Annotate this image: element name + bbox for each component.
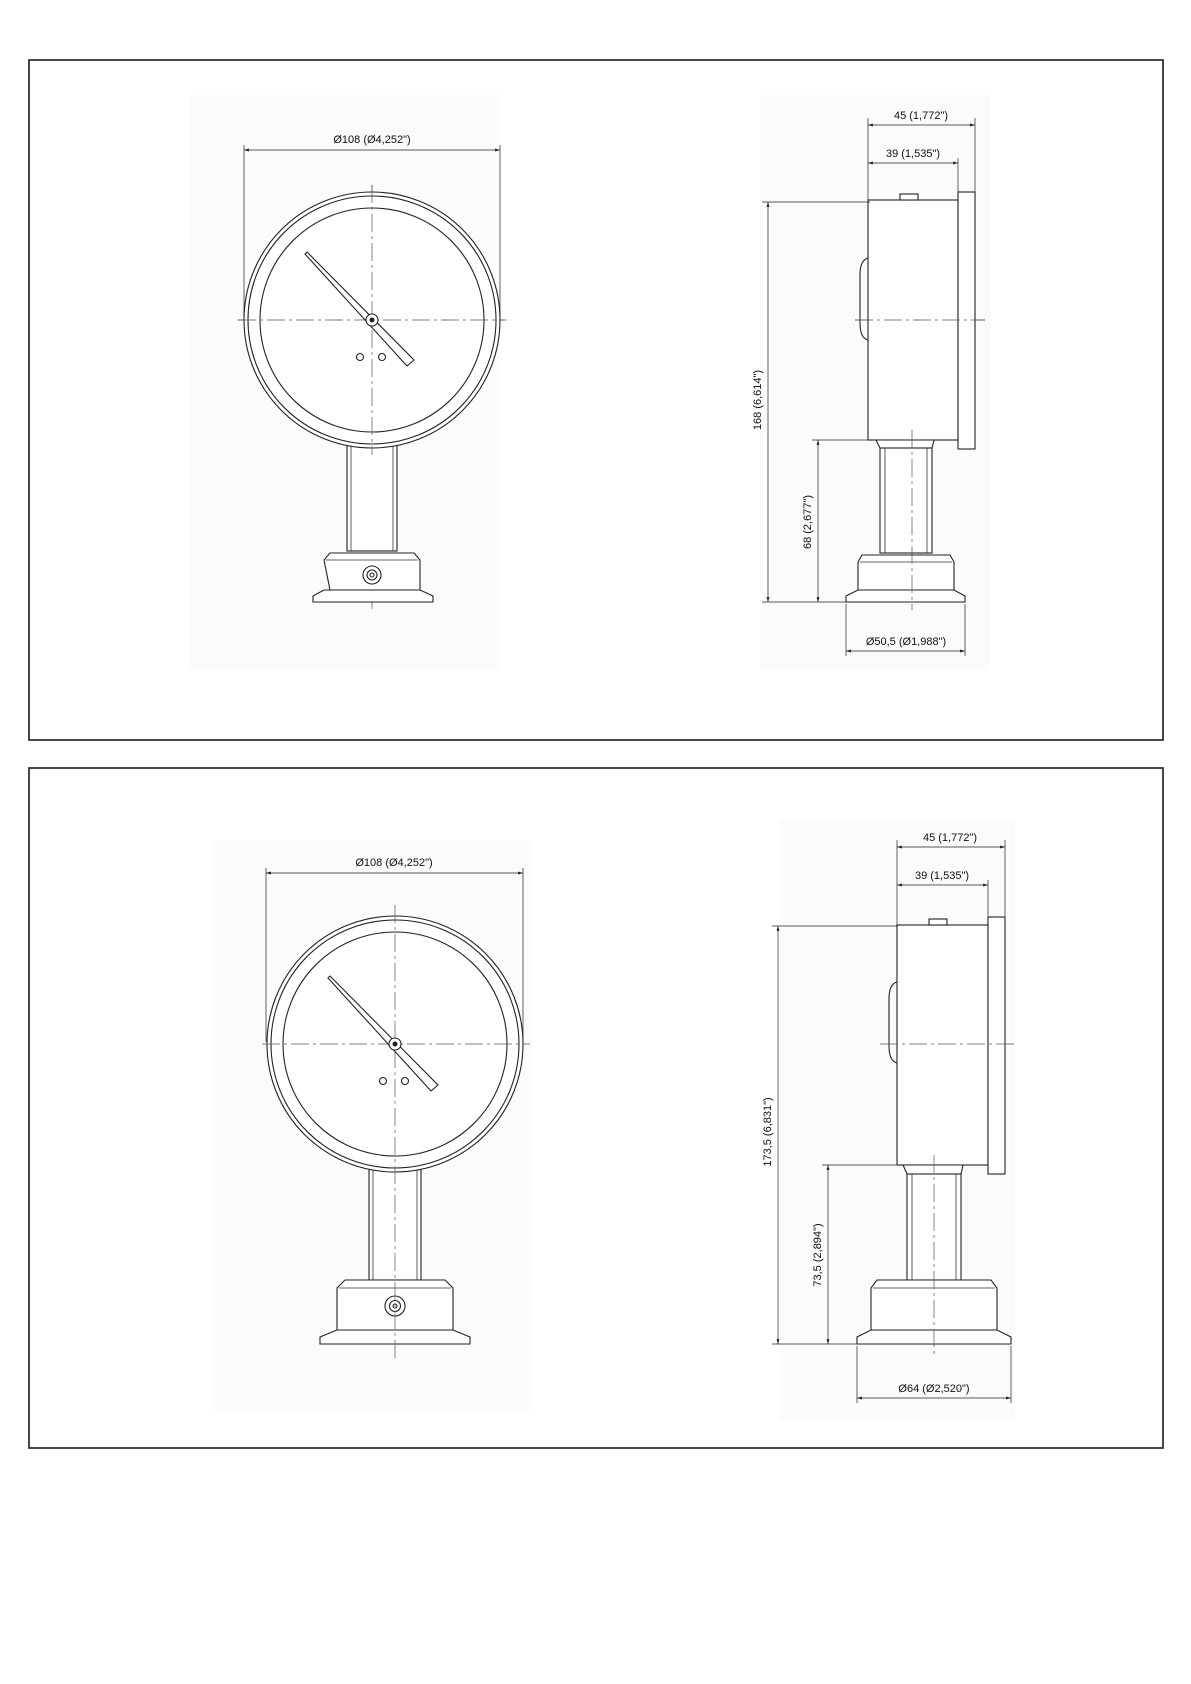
blowout-plug [929,919,947,925]
dimension-label-case-depth: 39 (1,535") [885,148,941,160]
side-view-top [752,95,990,670]
front-view-bottom [212,840,532,1410]
dimension-label-flange-diameter: Ø64 (Ø2,520") [898,1383,970,1395]
dimension-label-diameter: Ø108 (Ø4,252") [355,857,433,869]
side-view-bottom [762,820,1015,1420]
stem-socket [876,440,934,448]
dimension-label-total-depth: 45 (1,772") [922,832,978,844]
pointer-pin [393,1042,398,1047]
gauge-stem [880,448,932,553]
stem-socket [903,1165,963,1174]
dimension-label-stem-height: 68 (2,677") [802,494,814,550]
dimension-label-stem-height: 73,5 (2,894") [812,1223,824,1287]
gauge-bezel-front [988,917,1005,1174]
drawing-panel-top [29,60,1163,740]
gauge-stem [347,445,397,551]
dimension-label-total-height: 173,5 (6,831") [762,1097,774,1167]
gauge-bezel-front [958,192,975,449]
dimension-label-case-depth: 39 (1,535") [914,870,970,882]
process-connection [858,555,954,590]
dimension-label-flange-diameter: Ø50,5 (Ø1,988") [865,636,947,648]
clamp-flange [846,590,965,602]
dimension-label-total-height: 168 (6,614") [752,369,764,431]
clamp-flange [313,590,433,602]
front-view-top [190,95,506,670]
gauge-case [897,925,988,1165]
drawing-panel-bottom [29,768,1163,1448]
pointer-pin [370,318,375,323]
dimension-label-diameter: Ø108 (Ø4,252") [333,134,411,146]
blowout-plug [900,194,918,200]
dimension-label-total-depth: 45 (1,772") [893,110,949,122]
